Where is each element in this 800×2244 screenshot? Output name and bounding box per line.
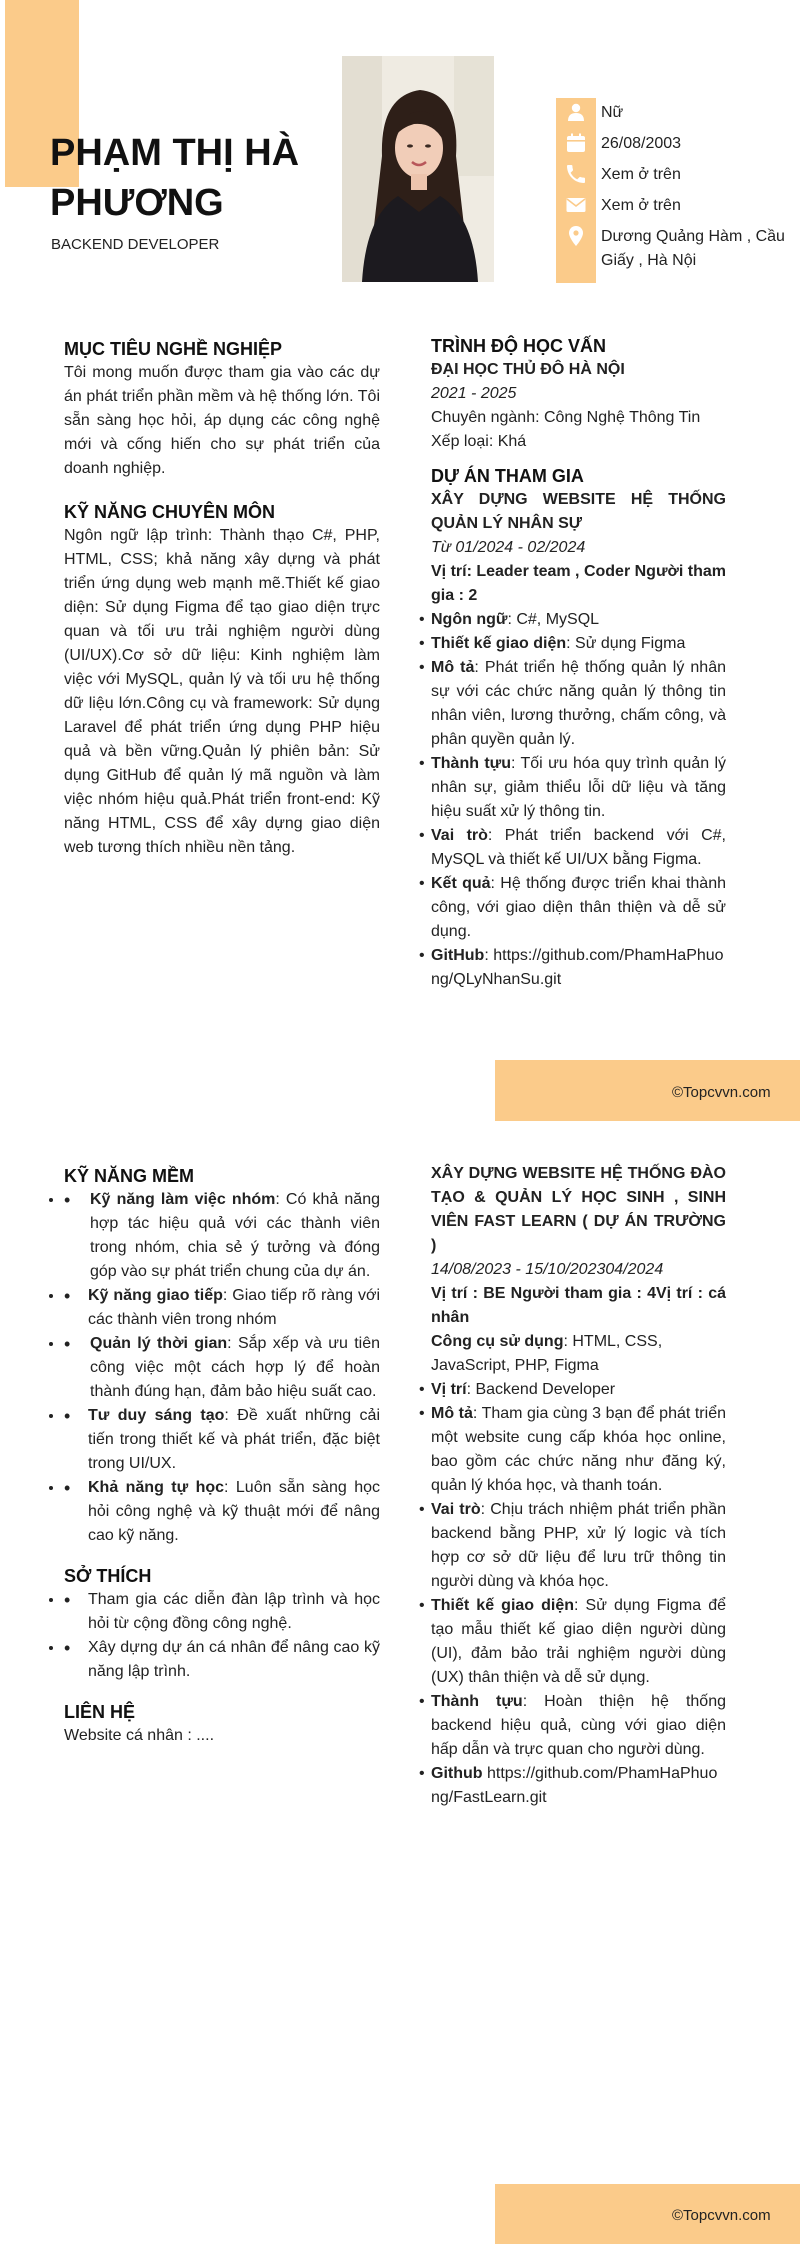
dob-value: 26/08/2003 [601,135,682,152]
gender-value: Nữ [601,104,624,121]
project-1-details [431,608,726,992]
personal-website: Website cá nhân : .... [64,1727,215,1744]
phone-value: Xem ở trên [601,166,681,183]
email-icon [560,191,592,219]
list-item: • Thành tựu: Hoàn thiện hệ thống backend hiệu quả, cùng với giao diện hấp dẫn và trực quan cho người dùng. [431,1690,726,1762]
right-column-page-2 [431,1162,726,1810]
calendar-icon [560,129,592,157]
list-item: • Github https://github.com/PhamHaPhuong/FastLearn.git [431,1762,726,1810]
profile-photo-illustration [342,56,494,282]
footer-brand-page-2: ©Topcvvn.com [672,2207,771,2224]
education-rank: Xếp loại: Khá [431,433,527,450]
list-item: • • Kỹ năng giao tiếp: Giao tiếp rõ ràng với các thành viên trong nhóm [64,1284,380,1332]
project-1-position: Vị trí: Leader team , Coder Người tham gia : 2 [431,563,727,604]
list-item: • Thiết kế giao diện: Sử dụng Figma [431,632,726,656]
address-value: Dương Quảng Hàm , Cầu Giấy , Hà Nội [601,228,785,269]
project-2-details [431,1378,726,1810]
project-1-name: XÂY DỰNG WEBSITE HỆ THỐNG QUẢN LÝ NHÂN SỰ [431,491,726,532]
location-pin-icon [560,222,592,250]
list-item: • Mô tả: Tham gia cùng 3 bạn để phát triển một website cung cấp khóa học online, bao gồm các chức năng như đăng ký, quản lý khóa học, và thanh toán. [431,1402,726,1498]
list-item: • Thiết kế giao diện: Sử dụng Figma để tạo mẫu thiết kế giao diện người dùng (UI), đảm bảo trải nghiệm người dùng (UX) thân thiện và dễ sử dụng. [431,1594,726,1690]
soft-skills-list [64,1188,380,1548]
left-column-page-1 [64,337,380,860]
email-value: Xem ở trên [601,197,681,214]
skills-title: KỸ NĂNG CHUYÊN MÔN [64,502,276,522]
phone-icon [560,160,592,188]
projects-title: DỰ ÁN THAM GIA [431,466,584,486]
list-item: • Mô tả: Phát triển hệ thống quản lý nhân sự với các chức năng quản lý thông tin nhân viên, lương thưởng, chấm công, và phân quyền quản lý. [431,656,726,752]
education-years: 2021 - 2025 [431,385,517,402]
list-item: • • Khả năng tự học: Luôn sẵn sàng học hỏi công nghệ và kỹ thuật mới để nâng cao kỹ năng. [64,1476,380,1548]
list-item: • Vai trò: Phát triển backend với C#, MySQL và thiết kế UI/UX bằng Figma. [431,824,726,872]
candidate-role: BACKEND DEVELOPER [51,236,220,253]
soft-skills-title: KỸ NĂNG MỀM [64,1166,194,1186]
education-major: Chuyên ngành: Công Nghệ Thông Tin [431,409,701,426]
project-1-period: Từ 01/2024 - 02/2024 [431,539,586,556]
list-item: • • Tư duy sáng tạo: Đề xuất những cải tiến trong thiết kế và phát triển, đặc biệt trong UI/UX. [64,1404,380,1476]
objective-text: Tôi mong muốn được tham gia vào các dự án phát triển phần mềm và hệ thống lớn. Tôi sẵn sàng học hỏi, áp dụng các công nghệ mới và cống hiến cho sự phát triển của doanh nghiệp. [64,364,380,477]
project-2-position: Vị trí : BE Người tham gia : 4Vị trí : cá nhân [431,1285,726,1326]
list-item: • • Tham gia các diễn đàn lập trình và học hỏi từ cộng đồng công nghệ. [64,1588,380,1636]
skills-text: Ngôn ngữ lập trình: Thành thạo C#, PHP, HTML, CSS; khả năng xây dựng và phát triển ứng dụng web mạnh mẽ.Thiết kế giao diện: Sử dụng Figma để tạo giao diện trực quan và tối ưu trải nghiệm người dùng (UI/UX).Cơ sở dữ liệu: Kinh nghiệm làm việc với MySQL, quản lý và tối ưu hệ thống dữ liệu lớn.Công cụ và framework: Sử dụng Laravel để phát triển ứng dụng PHP hiệu quả và bền vững.Quản lý phiên bản: Sử dụng GitHub để quản lý mã nguồn và làm việc nhóm hiệu quả.Phát triển front-end: Kỹ năng HTML, CSS để xây dựng giao diện web tương thích nhiều nền tảng. [64,527,380,856]
list-item: • Vai trò: Chịu trách nhiệm phát triển phần backend bằng PHP, xử lý logic và tích hợp cơ sở dữ liệu để lưu trữ thông tin người dùng và khóa học. [431,1498,726,1594]
list-item: • • Quản lý thời gian: Sắp xếp và ưu tiên công việc một cách hợp lý để hoàn thành đúng hạn, đảm bảo hiệu suất cao. [64,1332,380,1404]
list-item: • • Xây dựng dự án cá nhân để nâng cao kỹ năng lập trình. [64,1636,380,1684]
education-title: TRÌNH ĐỘ HỌC VẤN [431,336,606,356]
project-2-period: 14/08/2023 - 15/10/202304/2024 [431,1261,664,1278]
hobbies-list [64,1588,380,1684]
list-item: • Ngôn ngữ: C#, MySQL [431,608,726,632]
list-item: • • Kỹ năng làm việc nhóm: Có khả năng hợp tác hiệu quả với các thành viên trong nhóm, chia sẻ ý tưởng và đóng góp vào sự phát triển chung của dự án. [64,1188,380,1284]
project-2-tools: Công cụ sử dụng: HTML, CSS, JavaScript, PHP, Figma [431,1333,663,1374]
footer-brand-page-1: ©Topcvvn.com [672,1084,771,1101]
list-item: • Vị trí: Backend Developer [431,1378,726,1402]
contact-section-title: LIÊN HỆ [64,1702,136,1722]
list-item: • GitHub: https://github.com/PhamHaPhuong/QLyNhanSu.git [431,944,726,992]
project-2-name: XÂY DỰNG WEBSITE HỆ THỐNG ĐÀO TẠO & QUẢN LÝ HỌC SINH , SINH VIÊN FAST LEARN ( DỰ ÁN TRƯỜNG ) [431,1165,726,1254]
candidate-name: PHẠM THỊ HÀ PHƯƠNG [50,132,300,224]
right-column-page-1 [431,334,726,992]
list-item: • Kết quả: Hệ thống được triển khai thành công, với giao diện thân thiện và dễ sử dụng. [431,872,726,944]
left-column-page-2 [64,1164,380,1748]
education-school: ĐẠI HỌC THỦ ĐÔ HÀ NỘI [431,361,625,378]
user-icon [560,98,592,126]
list-item: • Thành tựu: Tối ưu hóa quy trình quản lý nhân sự, giảm thiểu lỗi dữ liệu và tăng hiệu suất xử lý thông tin. [431,752,726,824]
profile-photo [342,56,494,282]
objective-title: MỤC TIÊU NGHỀ NGHIỆP [64,339,283,359]
hobbies-title: SỞ THÍCH [64,1566,152,1586]
